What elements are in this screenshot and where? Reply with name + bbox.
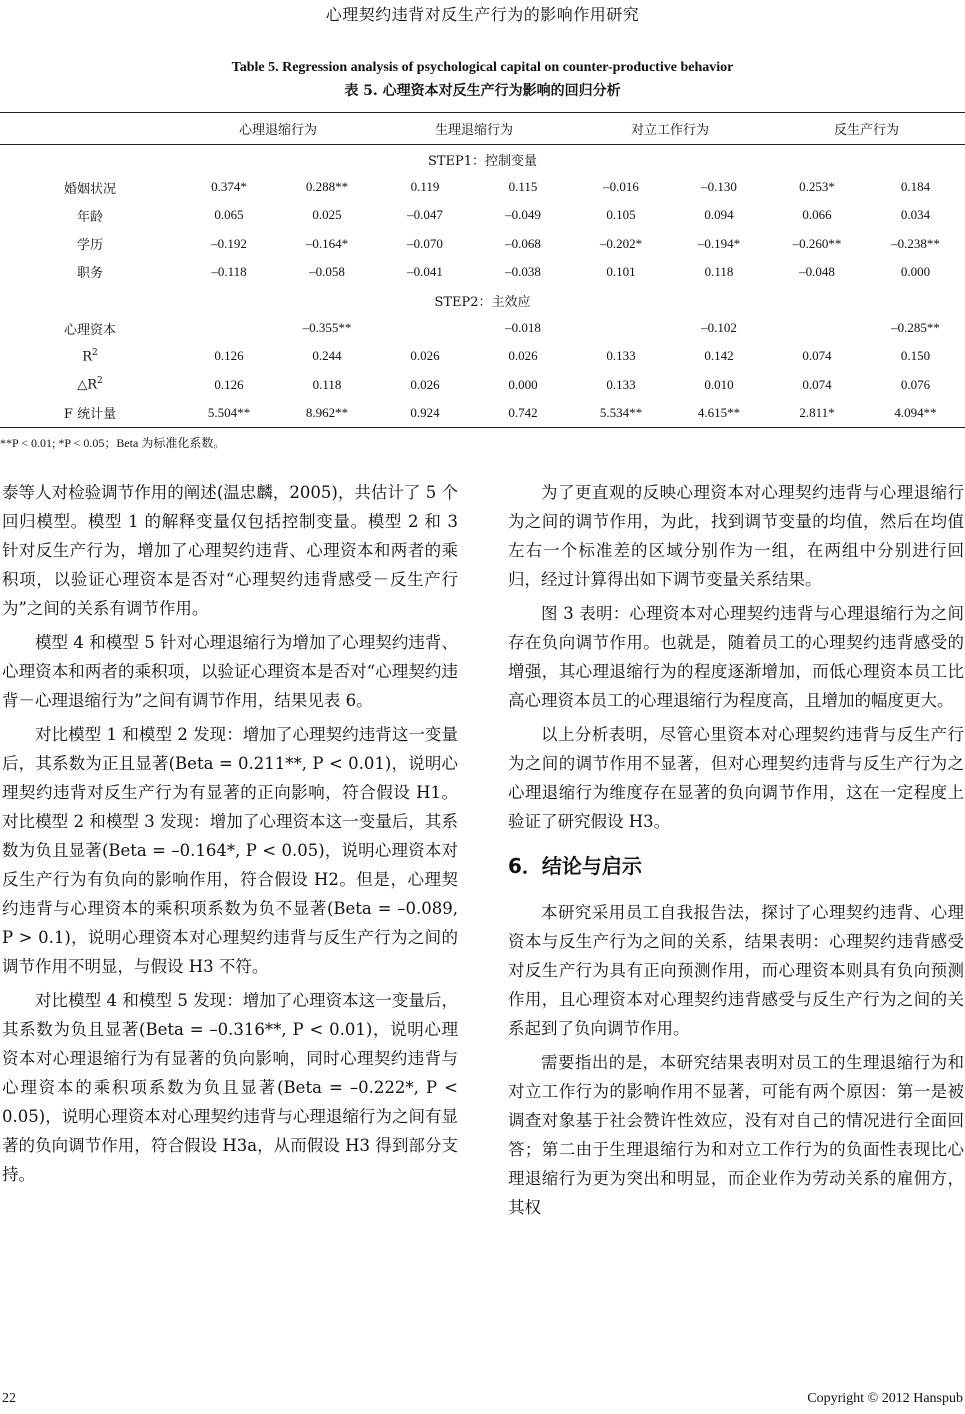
table-cell: 0.118	[704, 263, 734, 279]
column-header: 对立工作行为	[630, 123, 709, 138]
paragraph: 对比模型 4 和模型 5 发现：增加了心理资本这一变量后，其系数为负且显著(Beta = –0.316**, P < 0.01)，说明心理资本对心理退缩行为有显著的负向影响，同时心理契约违背与心理资本的乘积项系数为负且显著(Beta = –0.222*, P < 0.05)，说明心理资本对心理契约违背与心理退缩行为之间有显著的负向调节作用，符合假设 H3a，从而假设 H3 得到部分支持。	[2, 991, 458, 1184]
row-label: 年龄	[76, 209, 103, 225]
table-cell: 0.374*	[211, 179, 247, 195]
table-cell: 0.026	[508, 348, 538, 364]
table-cell: –0.202*	[599, 235, 643, 251]
section-row	[0, 286, 965, 314]
table-row	[0, 230, 965, 258]
table-cell: –0.118	[211, 263, 247, 279]
table-note: **P < 0.01; *P < 0.05；Beta 为标准化系数。	[0, 436, 226, 450]
table-cell: 0.126	[214, 348, 244, 364]
table-cell: 0.066	[802, 207, 832, 223]
row-label	[0, 342, 180, 370]
column-header: 反生产行为	[833, 123, 899, 138]
table-cell: 0.076	[900, 376, 931, 392]
row-label: 婚姻状况	[63, 181, 116, 197]
row-label: 学历	[76, 238, 103, 254]
stat-label: F 统计量	[63, 407, 117, 423]
column-header: 生理退缩行为	[434, 123, 513, 138]
row-label	[0, 371, 180, 399]
table-cell: 0.150	[900, 348, 931, 364]
table-cell: –0.194*	[697, 235, 741, 251]
table-cell: 0.115	[508, 179, 538, 195]
table-cell: –0.102	[701, 320, 737, 336]
table-cell: –0.355**	[302, 320, 352, 336]
table-cell: –0.016	[603, 179, 639, 195]
regression-table-grid	[0, 112, 965, 428]
table-cell: –0.070	[407, 235, 443, 251]
paragraph: 模型 4 和模型 5 针对心理退缩行为增加了心理契约违背、心理资本和两者的乘积项，以验证心理资本是否对“心理契约违背－心理退缩行为”之间有调节作用，结果见表 6。	[2, 633, 458, 710]
table-cell: –0.068	[505, 235, 541, 251]
table-cell: 0.142	[704, 348, 734, 364]
table-cell: 0.010	[704, 376, 734, 392]
table-cell: 0.105	[606, 207, 636, 223]
paragraph: 泰等人对检验调节作用的阐述(温忠麟，2005)，共估计了 5 个回归模型。模型 1 的解释变量仅包括控制变量。模型 2 和 3 针对反生产行为，增加了心理契约违背、心理资本和两者的乘积项，以验证心理资本是否对“心理契约违背感受－反生产行为”之间的关系有调节作用。	[2, 483, 458, 618]
table-cell: 0.074	[802, 348, 832, 364]
table-cell: 5.504**	[207, 404, 251, 420]
table-cell: 5.534**	[599, 404, 643, 420]
table-cell: 0.133	[606, 348, 636, 364]
row-label: 心理资本	[63, 322, 116, 338]
table-cell: –0.130	[701, 179, 737, 195]
table-cell: 0.026	[410, 348, 440, 364]
table-row	[0, 173, 965, 201]
paragraph: 需要指出的是，本研究结果表明对员工的生理退缩行为和对立工作行为的影响作用不显著，可能有两个原因：第一是被调查对象基于社会赞许性效应，没有对自己的情况进行全面回答；第二由于生理退缩行为和对立工作行为的负面性表现比心理退缩行为更为突出和明显，而企业作为劳动关系的雇佣方，其权	[508, 1053, 964, 1217]
paragraph: 本研究采用员工自我报告法，探讨了心理契约违背、心理资本与反生产行为之间的关系，结果表明：心理契约违背感受对反生产行为具有正向预测作用，而心理资本则具有负向预测作用，且心理资本对心理契约违背感受与反生产行为之间的关系起到了负向调节作用。	[508, 903, 964, 1038]
table-cell: 0.742	[508, 404, 538, 420]
section-label: STEP1：控制变量	[427, 153, 538, 169]
stat-row	[0, 342, 965, 370]
table-caption-en: Table 5. Regression analysis of psychological capital on counter-productive behavior	[231, 60, 734, 75]
copyright: Copyright © 2012 Hanspub	[807, 1391, 963, 1406]
right-column	[508, 478, 964, 1222]
row-label	[0, 399, 180, 428]
table-header-row	[0, 113, 965, 145]
table-cell: 0.118	[312, 376, 342, 392]
table-cell: 0.288**	[305, 179, 349, 195]
table-cell: 0.065	[214, 207, 244, 223]
section-row	[0, 145, 965, 174]
table-cell: –0.018	[505, 320, 541, 336]
table-cell: 0.000	[900, 263, 931, 279]
table-cell	[572, 314, 670, 342]
table-cell: –0.164*	[305, 235, 349, 251]
table-cell: 0.184	[900, 179, 931, 195]
table-cell: 0.094	[704, 207, 734, 223]
table-cell: –0.049	[505, 207, 541, 223]
table-cell: –0.058	[309, 263, 345, 279]
paragraph: 对比模型 1 和模型 2 发现：增加了心理契约违背这一变量后，其系数为正且显著(Beta = 0.211**, P < 0.01)，说明心理契约违背对反生产行为有显著的正向影响，符合假设 H1。对比模型 2 和模型 3 发现：增加了心理资本这一变量后，其系数为负且显著(Beta = –0.164*, P < 0.05)，说明心理资本对反生产行为有负向的影响作用，符合假设 H2。但是，心理契约违背与心理资本的乘积项系数为负不显著(Beta = –0.089, P > 0.1)，说明心理资本对心理契约违背与反生产行为之间的调节作用不明显，与假设 H3 不符。	[2, 725, 458, 976]
table-cell: –0.048	[799, 263, 835, 279]
paragraph: 为了更直观的反映心理资本对心理契约违背与心理退缩行为之间的调节作用，为此，找到调节变量的均值，然后在均值左右一个标准差的区域分别作为一组，在两组中分别进行回归，经过计算得出如下调节变量关系结果。	[508, 483, 964, 589]
paragraph: 以上分析表明，尽管心里资本对心理契约违背与反生产行为之间的调节作用不显著，但对心理契约违背与反生产行为之心理退缩行为维度存在显著的负向调节作用，这在一定程度上验证了研究假设 H3。	[508, 725, 964, 831]
row-label: 职务	[76, 266, 103, 282]
column-header: 心理退缩行为	[238, 123, 317, 138]
table-cell: 0.119	[410, 179, 440, 195]
table-cell: 0.034	[900, 207, 931, 223]
stat-label: R	[82, 349, 93, 365]
table-caption-zh: 表 5. 心理资本对反生产行为影响的回归分析	[344, 83, 621, 99]
left-column	[2, 478, 458, 1189]
table-cell: 0.244	[312, 348, 342, 364]
table-cell: –0.041	[407, 263, 443, 279]
table-cell: –0.047	[407, 207, 443, 223]
running-header: 心理契约违背对反生产行为的影响作用研究	[325, 5, 640, 24]
stat-row	[0, 371, 965, 399]
table-cell: –0.192	[211, 235, 247, 251]
table-row	[0, 201, 965, 229]
table-cell: 8.962**	[305, 404, 349, 420]
table-cell	[768, 314, 866, 342]
table-cell: 0.000	[508, 376, 538, 392]
table-cell: 0.101	[606, 263, 636, 279]
section-heading: 6．结论与启示	[508, 854, 642, 878]
table-row	[0, 258, 965, 286]
section-label: STEP2：主效应	[434, 294, 531, 310]
stat-label: △R	[77, 377, 98, 393]
paragraph: 图 3 表明：心理资本对心理契约违背与心理退缩行为之间存在负向调节作用。也就是，随着员工的心理契约违背感受的增强，其心理退缩行为的程度逐渐增加，而低心理资本员工比高心理资本员工的心理退缩行为程度高，且增加的幅度更大。	[508, 604, 964, 710]
table-row	[0, 314, 965, 342]
table-cell: –0.238**	[891, 235, 940, 251]
table-cell: 0.253*	[799, 179, 835, 195]
table-cell: 2.811*	[799, 404, 835, 420]
table-header-blank	[0, 113, 180, 145]
stat-row	[0, 399, 965, 428]
table-cell: 0.924	[410, 404, 440, 420]
table-cell: 0.025	[312, 207, 342, 223]
stat-label-superscript: 2	[92, 348, 98, 359]
table-cell: 0.074	[802, 376, 832, 392]
table-cell: 0.133	[606, 376, 636, 392]
table-cell: –0.260**	[792, 235, 842, 251]
regression-table	[0, 112, 965, 428]
stat-label-superscript: 2	[97, 376, 103, 387]
table-cell	[376, 314, 474, 342]
table-cell: –0.285**	[891, 320, 940, 336]
table-cell	[180, 314, 278, 342]
table-cell: –0.038	[505, 263, 541, 279]
table-cell: 4.094**	[894, 404, 937, 420]
table-body	[0, 145, 965, 428]
page-number: 22	[2, 1391, 16, 1406]
table-cell: 4.615**	[697, 404, 741, 420]
table-cell: 0.126	[214, 376, 244, 392]
table-cell: 0.026	[410, 376, 440, 392]
